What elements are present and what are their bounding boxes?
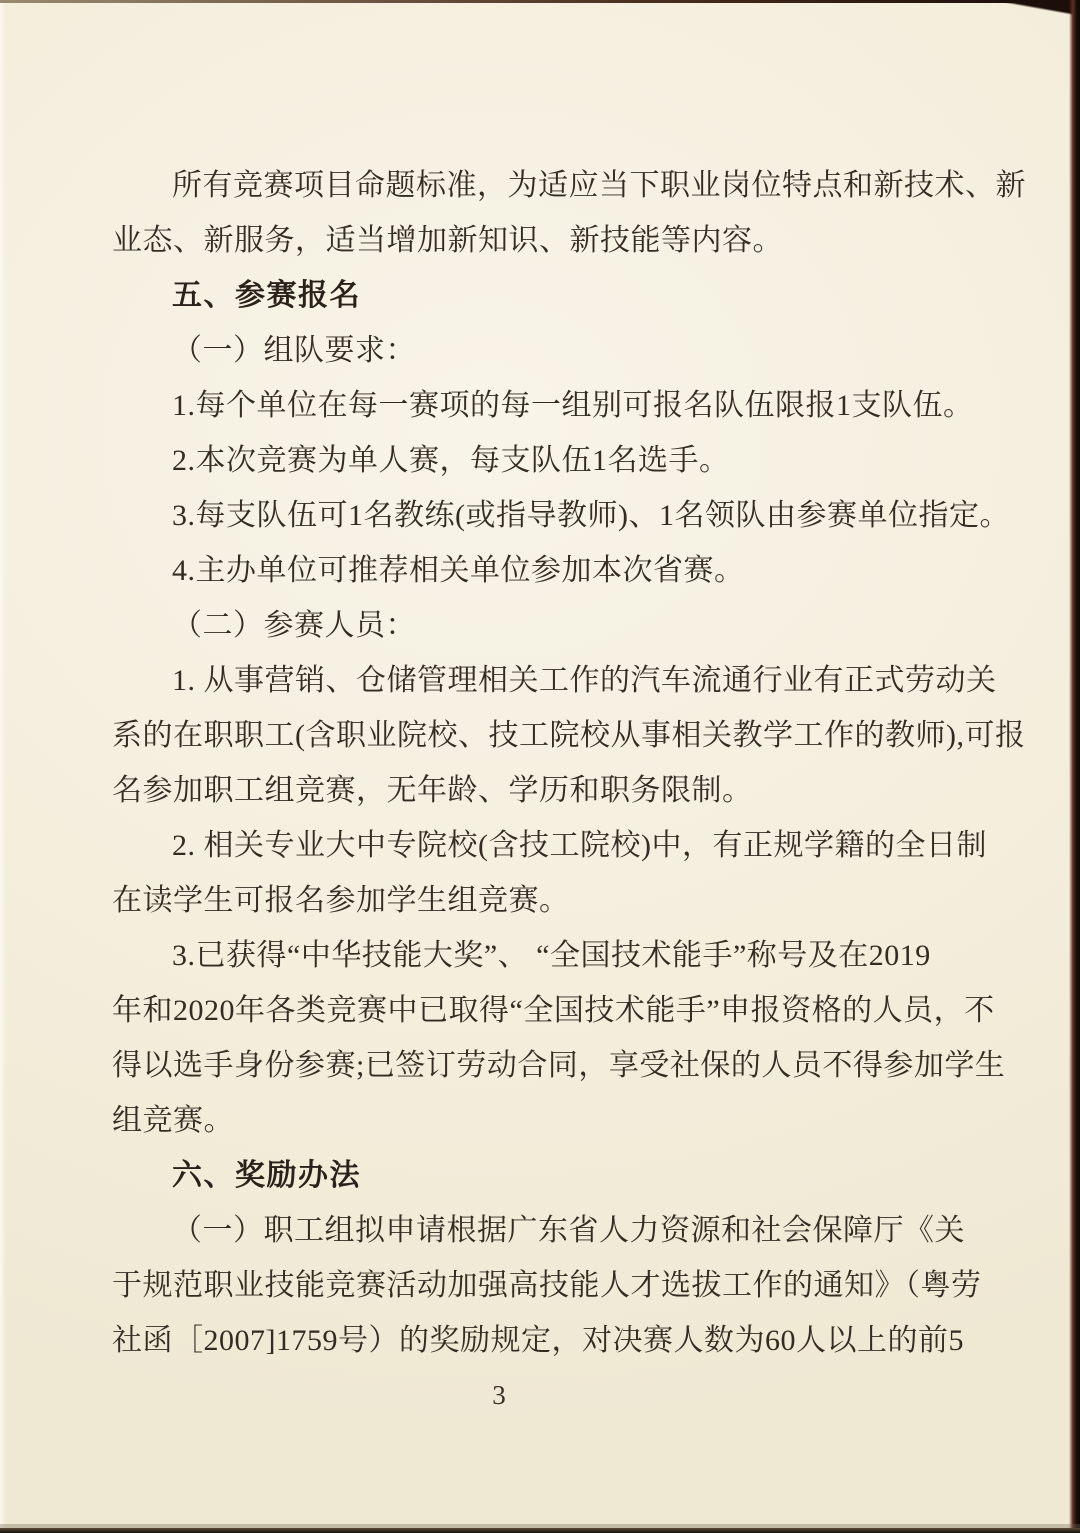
text-line: （一）组队要求： (172, 334, 416, 367)
text-line: 于规范职业技能竞赛活动加强高技能人才选拔工作的通知》（粤劳 (112, 1269, 982, 1302)
paper-edge-highlight (0, 0, 6, 1533)
text-line: 所有竞赛项目命题标准，为适应当下职业岗位特点和新技术、新 (172, 169, 1026, 202)
text-line: 名参加职工组竞赛，无年龄、学历和职务限制。 (112, 774, 753, 807)
text-line: 2. 相关专业大中专院校(含技工院校)中，有正规学籍的全日制 (172, 829, 987, 862)
text-line: 3.每支队伍可1名教练(或指导教师)、1名领队由参赛单位指定。 (172, 499, 1010, 532)
photo-edge-bottom (0, 1528, 1080, 1533)
section-heading: 六、奖励办法 (172, 1159, 361, 1192)
document-page (112, 158, 1026, 1416)
text-line: 4.主办单位可推荐相关单位参加本次省赛。 (172, 554, 745, 587)
page-number: 3 (492, 1380, 506, 1410)
text-line: （二）参赛人员： (172, 609, 416, 642)
photo-edge-top (0, 0, 1080, 3)
text-line: 在读学生可报名参加学生组竞赛。 (112, 884, 570, 917)
text-line: （一）职工组拟申请根据广东省人力资源和社会保障厅《关 (172, 1214, 965, 1247)
text-line: 得以选手身份参赛;已签订劳动合同，享受社保的人员不得参加学生 (112, 1049, 1006, 1082)
text-line: 年和2020年各类竞赛中已取得“全国技术能手”申报资格的人员，不 (112, 994, 995, 1027)
text-line: 业态、新服务，适当增加新知识、新技能等内容。 (112, 224, 783, 257)
text-line: 社函［2007]1759号）的奖励规定，对决赛人数为60人以上的前5 (112, 1324, 964, 1357)
section-heading: 五、参赛报名 (172, 279, 361, 312)
text-line: 3.已获得“中华技能大奖”、 “全国技术能手”称号及在2019 (172, 939, 931, 972)
text-line: 1. 从事营销、仓储管理相关工作的汽车流通行业有正式劳动关 (172, 664, 997, 697)
text-line: 2.本次竞赛为单人赛，每支队伍1名选手。 (172, 444, 730, 477)
text-line: 组竞赛。 (112, 1104, 234, 1137)
photo-edge-right (1069, 0, 1080, 1533)
text-line: 1.每个单位在每一赛项的每一组别可报名队伍限报1支队伍。 (172, 389, 974, 422)
photo-corner-top-right (990, 0, 1080, 16)
text-line: 系的在职职工(含职业院校、技工院校从事相关教学工作的教师),可报 (112, 719, 1026, 752)
